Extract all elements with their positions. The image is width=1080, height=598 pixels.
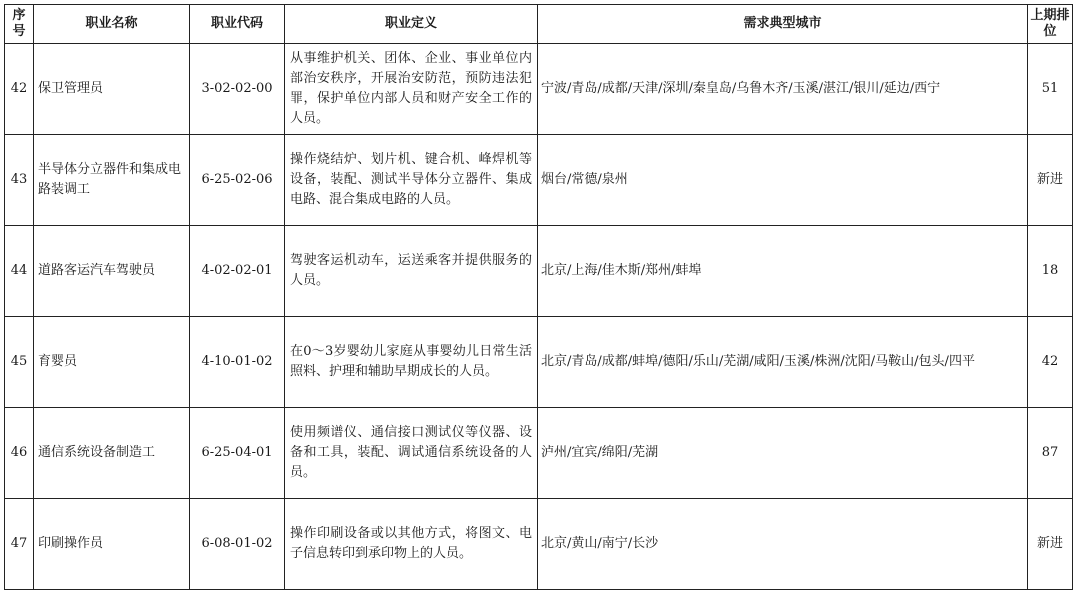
cell-num: 46 [5, 408, 34, 499]
cell-cities: 泸州/宜宾/绵阳/芜湖 [538, 408, 1028, 499]
occupation-table [4, 4, 1073, 590]
cell-cities: 北京/黄山/南宁/长沙 [538, 499, 1028, 590]
cell-previous-rank: 87 [1028, 408, 1073, 499]
cell-definition: 操作烧结炉、划片机、键合机、峰焊机等设备，装配、测试半导体分立器件、集成电路、混合集成电路的人员。 [285, 135, 538, 226]
cell-cities: 烟台/常德/泉州 [538, 135, 1028, 226]
cell-previous-rank: 新进 [1028, 135, 1073, 226]
table-header-row [5, 5, 1073, 44]
cell-cities: 北京/青岛/成都/蚌埠/德阳/乐山/芜湖/咸阳/玉溪/株洲/沈阳/马鞍山/包头/四平 [538, 317, 1028, 408]
cell-num: 44 [5, 226, 34, 317]
cell-previous-rank: 51 [1028, 44, 1073, 135]
cell-occupation-code: 3-02-02-00 [190, 44, 285, 135]
cell-occupation-code: 4-02-02-01 [190, 226, 285, 317]
header-code: 职业代码 [190, 5, 285, 44]
cell-occupation-name: 保卫管理员 [34, 44, 190, 135]
cell-definition: 从事维护机关、团体、企业、事业单位内部治安秩序，开展治安防范，预防违法犯罪，保护单位内部人员和财产安全工作的人员。 [285, 44, 538, 135]
cell-definition: 操作印刷设备或以其他方式，将图文、电子信息转印到承印物上的人员。 [285, 499, 538, 590]
cell-occupation-code: 6-08-01-02 [190, 499, 285, 590]
table-row [5, 499, 1073, 590]
cell-occupation-name: 印刷操作员 [34, 499, 190, 590]
header-definition: 职业定义 [285, 5, 538, 44]
table-row [5, 135, 1073, 226]
cell-occupation-code: 6-25-02-06 [190, 135, 285, 226]
cell-occupation-name: 育婴员 [34, 317, 190, 408]
cell-cities: 北京/上海/佳木斯/郑州/蚌埠 [538, 226, 1028, 317]
cell-cities: 宁波/青岛/成都/天津/深圳/秦皇岛/乌鲁木齐/玉溪/湛江/银川/延边/西宁 [538, 44, 1028, 135]
cell-previous-rank: 新进 [1028, 499, 1073, 590]
cell-previous-rank: 42 [1028, 317, 1073, 408]
table-row [5, 44, 1073, 135]
table-row [5, 408, 1073, 499]
header-num: 序号 [5, 5, 34, 44]
occupation-table-sheet [4, 4, 1073, 590]
table-row [5, 226, 1073, 317]
cell-num: 43 [5, 135, 34, 226]
header-name: 职业名称 [34, 5, 190, 44]
header-rank: 上期排位 [1028, 5, 1073, 44]
cell-num: 45 [5, 317, 34, 408]
cell-previous-rank: 18 [1028, 226, 1073, 317]
table-row [5, 317, 1073, 408]
cell-definition: 驾驶客运机动车，运送乘客并提供服务的人员。 [285, 226, 538, 317]
header-cities: 需求典型城市 [538, 5, 1028, 44]
cell-num: 47 [5, 499, 34, 590]
cell-occupation-name: 道路客运汽车驾驶员 [34, 226, 190, 317]
cell-definition: 在0～3岁婴幼儿家庭从事婴幼儿日常生活照料、护理和辅助早期成长的人员。 [285, 317, 538, 408]
cell-num: 42 [5, 44, 34, 135]
cell-occupation-code: 6-25-04-01 [190, 408, 285, 499]
cell-occupation-code: 4-10-01-02 [190, 317, 285, 408]
cell-definition: 使用频谱仪、通信接口测试仪等仪器、设备和工具，装配、调试通信系统设备的人员。 [285, 408, 538, 499]
cell-occupation-name: 通信系统设备制造工 [34, 408, 190, 499]
cell-occupation-name: 半导体分立器件和集成电路装调工 [34, 135, 190, 226]
